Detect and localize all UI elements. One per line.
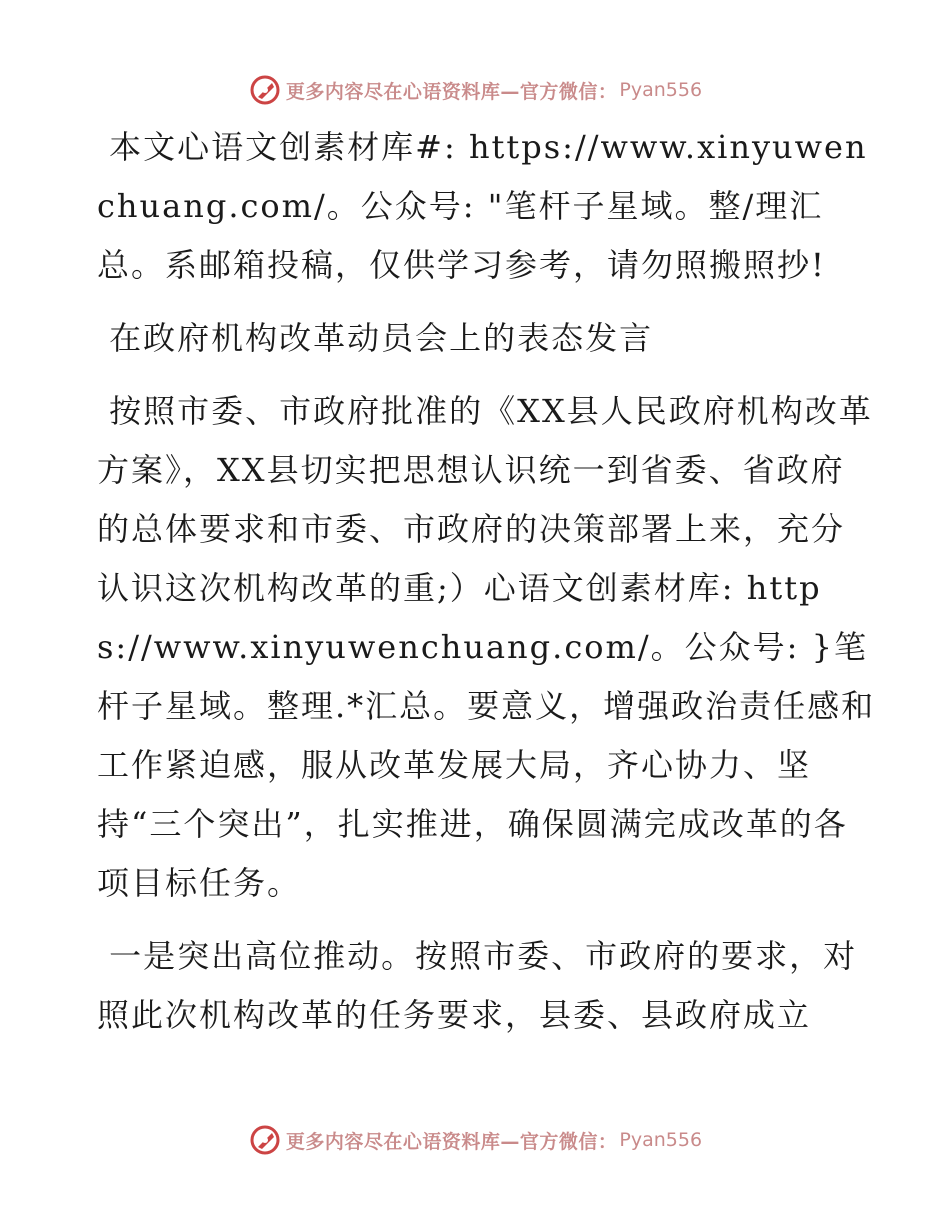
header-banner (0, 70, 950, 110)
banner-text: 更多内容尽在心语资料库—官方微信： (285, 80, 618, 103)
brand-logo-icon (248, 1123, 282, 1157)
wechat-id: Pyan556 (619, 79, 703, 101)
disclaimer-paragraph: 本文心语文创素材库#: https://www.xinyuwenchuang.com/。公众号: "笔杆子星域。整/理汇总。系邮箱投稿，仅供学习参考，请勿照搬照抄! (97, 128, 868, 284)
document-title: 在政府机构改革动员会上的表态发言 (97, 319, 654, 357)
banner-text: 更多内容尽在心语资料库—官方微信： (285, 1130, 618, 1153)
document-body (97, 118, 877, 1045)
footer-banner (0, 1120, 950, 1160)
brand-logo-icon (248, 73, 282, 107)
wechat-id: Pyan556 (619, 1129, 703, 1151)
body-paragraph: 按照市委、市政府批准的《XX县人民政府机构改革方案》，XX县切实把思想认识统一到省委、省政府的总体要求和市委、市政府的决策部署上来，充分认识这次机构改革的重;）心语文创素材库: https://www.xinyuwenchuang.com/。公众号: }笔杆子星域。整理.*汇总。要意义，增强政治责任感和工作紧迫感，服从改革发展大局，齐心协力、坚持“三个突出”，扎实推进，确保圆满完成改革的各项目标任务。 (97, 392, 876, 902)
body-paragraph: 一是突出高位推动。按照市委、市政府的要求，对照此次机构改革的任务要求，县委、县政府成立 (97, 937, 858, 1034)
